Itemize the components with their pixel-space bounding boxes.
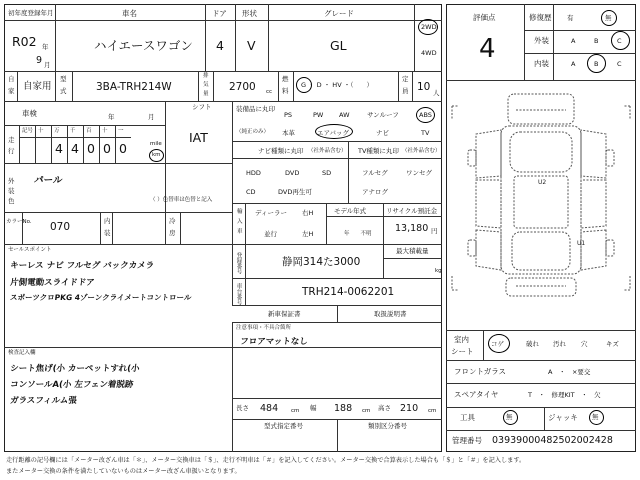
mileage-unit-label: 百 [86, 128, 92, 134]
first-reg-label: 初年度登録年月 [8, 9, 54, 17]
score-label: 評価点 [473, 13, 496, 22]
car-name-label: 車名 [122, 9, 137, 18]
mileage-digit: 4 [71, 141, 79, 156]
equipment-label: 装備品に丸印 [236, 105, 275, 113]
mileage-unit-label: 一 [118, 128, 124, 134]
color-no: 070 [50, 221, 71, 233]
diagram-u2: U2 [538, 179, 547, 186]
management-number: 03939000482502002428 [492, 435, 613, 446]
use: 自家用 [23, 81, 52, 92]
mileage-unit-label: 十 [102, 128, 108, 134]
grade-label: グレード [324, 9, 354, 18]
shift-label: シフト [192, 103, 212, 111]
diagram-u1: U1 [577, 240, 586, 247]
notes-label: 注意事項・不具合箇所 [236, 325, 292, 331]
chassis-number: TRH214-0062201 [302, 286, 395, 298]
capacity: 10 [417, 81, 431, 93]
model-code: 3BA-TRH214W [96, 81, 172, 93]
model-year: 年 不明 [344, 231, 372, 237]
footer-line-1: 走行距離の記号欄には「メーター改ざん車は「＊」、メーター交換車は「＄」、走行不明車は「＃」を記入してください。メーター交換で合算表示した場合も「＄」と「＃」を記入します。 [6, 457, 526, 464]
width: 188 [334, 403, 353, 414]
notes-line-1: フロアマットなし [239, 337, 309, 347]
unit-km: km [152, 152, 161, 158]
car-name: ハイエースワゴン [94, 38, 193, 53]
unit-mile: mile [150, 141, 162, 147]
drive-2wd: 2WD [421, 23, 437, 31]
shape-label: 形状 [242, 9, 257, 18]
length: 484 [260, 403, 279, 414]
height: 210 [400, 403, 419, 414]
shape: V [247, 38, 256, 53]
fuel-options: G ・ D ・ HV ・（ ） [301, 81, 373, 89]
mileage-unit-label: 千 [70, 128, 76, 134]
recycle-fee: 13,180 [395, 223, 429, 234]
year-unit: 年 [42, 43, 49, 51]
sales-line-1: キーレス ナビ フルセグ バックカメラ [9, 261, 155, 271]
inspector-line-3: ガラスフィルム張 [9, 396, 78, 406]
color-note: （ ）色替車は色替と記入 [150, 197, 213, 203]
displacement: 2700 [229, 81, 256, 93]
mileage-unit-label: 万 [54, 128, 60, 134]
footer-line-2: またメーター交換の条件を満たしていないものはメーター改ざん車扱いとなります。 [6, 468, 241, 475]
drive-4wd: 4WD [421, 49, 437, 57]
exterior-color: パール [33, 175, 63, 186]
inspection-label: 車検 [22, 109, 37, 118]
first-reg-month: 9 [36, 55, 43, 66]
first-reg-year: R02 [12, 34, 37, 49]
shift: IAT [189, 130, 208, 145]
inspector-line-1: シート焦げ(小 カーペットすれ(小 [9, 364, 141, 374]
mileage-unit-label: 記号 [22, 128, 34, 134]
inspector-line-2: コンソールA(小 左フェン着脱跡 [9, 380, 134, 390]
score: 4 [479, 34, 496, 64]
door-label: ドア [212, 9, 227, 18]
reg-number: 静岡314た3000 [282, 256, 361, 268]
grade: GL [330, 38, 347, 53]
door-count: 4 [216, 38, 224, 53]
mileage-unit-label: 十 [38, 128, 44, 134]
sales-line-2: 片側電動スライドドア [9, 278, 96, 288]
sales-line-3: スポーツクロPKG 4ゾーンクライメートコントロール [9, 293, 192, 302]
car-diagram [446, 80, 636, 320]
inspector-label: 検査記入欄 [8, 350, 36, 356]
sales-point-label: セールスポイント [8, 247, 52, 253]
month-unit: 月 [44, 61, 51, 69]
mileage-digit: 0 [103, 141, 111, 156]
mileage-digit: 0 [119, 141, 127, 156]
mileage-digit: 0 [87, 141, 95, 156]
mileage-digit: 4 [55, 141, 63, 156]
